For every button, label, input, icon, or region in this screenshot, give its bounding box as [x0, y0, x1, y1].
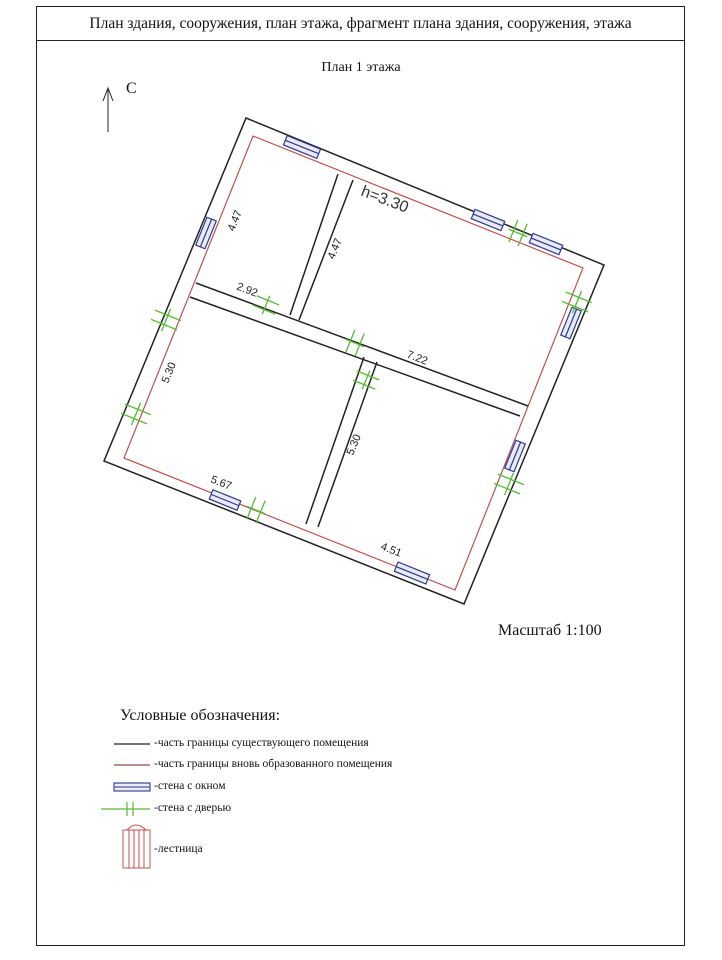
- legend-item-new: -часть границы вновь образованного помещения: [154, 758, 393, 770]
- legend-item-door: -стена с дверью: [154, 802, 232, 814]
- legend-item-existing: -часть границы существующего помещения: [154, 737, 369, 749]
- dim-nw-room-width: 4.47: [225, 208, 245, 234]
- dim-nw-room-depth: 2.92: [234, 280, 260, 300]
- page-header: План здания, сооружения, план этажа, фрагмент плана здания, сооружения, этажа: [36, 6, 685, 41]
- dim-height: h=3.30: [358, 183, 411, 217]
- north-label: С: [126, 80, 137, 97]
- dim-ne-room-width: 4.47: [325, 236, 345, 262]
- legend-stairs-icon: [123, 825, 150, 868]
- window-icon: [394, 562, 429, 584]
- window-icon: [529, 233, 562, 254]
- plan-title: План 1 этажа: [321, 60, 401, 75]
- dim-sw-room-height: 5.30: [159, 360, 179, 386]
- legend-door-icon: [101, 802, 150, 816]
- dim-sw-room-width: 5.67: [208, 473, 234, 493]
- legend-title: Условные обозначения:: [120, 707, 281, 724]
- scale-label: Масштаб 1:100: [498, 622, 602, 639]
- legend-symbols: [101, 744, 150, 868]
- north-arrow-icon: [103, 88, 113, 132]
- legend-window-icon: [114, 783, 150, 791]
- doors: [119, 218, 595, 525]
- legend-item-stairs: -лестница: [154, 843, 203, 855]
- inner-boundary: [124, 136, 583, 590]
- window-icon: [561, 307, 582, 339]
- dim-se-room-width: 4.51: [378, 540, 404, 560]
- door-icon: [119, 398, 154, 431]
- door-icon: [149, 304, 184, 337]
- legend-item-window: -стена с окном: [154, 780, 226, 792]
- dim-se-room-height: 5.30: [344, 432, 364, 458]
- window-icon: [209, 490, 241, 511]
- window-icon: [471, 209, 504, 230]
- interior-walls: [190, 174, 528, 527]
- outer-wall: [104, 118, 604, 604]
- door-icon: [242, 495, 270, 525]
- dim-center-wall: 7.22: [404, 348, 430, 368]
